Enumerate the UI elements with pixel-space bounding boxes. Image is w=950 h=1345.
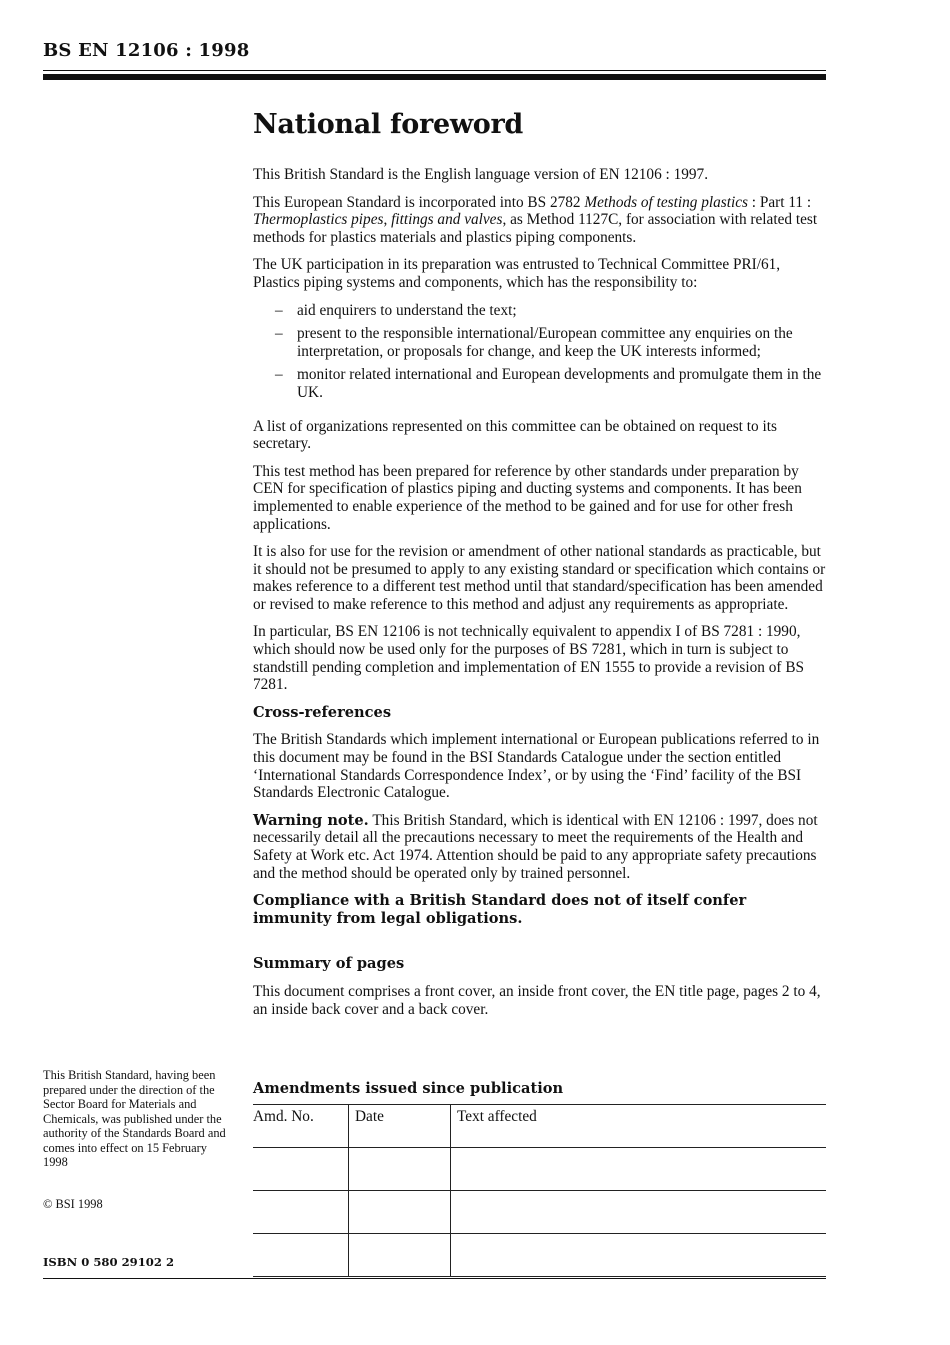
paragraph-cross-references: The British Standards which implement international or European publications referred to in this document may be found in the BSI Standards Catalogue under the section entitled ‘International Standards Correspondence Index’, or by using the ‘Find’ facility of the BSI Standards Electronic Catalogue. — [253, 731, 820, 802]
table-cell — [451, 1191, 827, 1234]
main-content — [253, 108, 828, 1028]
page-title: National foreword — [253, 109, 523, 140]
dash-bullet: – — [275, 366, 283, 384]
paragraph-technical-equivalence: In particular, BS EN 12106 is not technically equivalent to appendix I of BS 7281 : 1990, which should now be used only for the purposes of BS 7281, which in turn is subject to standstill pending completion and implementation of EN 1555 to provide a revision of BS 7281. — [253, 623, 805, 694]
responsibility-list — [253, 302, 828, 402]
header-rule-thin — [43, 70, 826, 71]
table-row — [253, 1148, 826, 1191]
list-item — [275, 301, 828, 320]
italic-title: fittings and valves — [391, 211, 503, 229]
text-span: This European Standard is incorporated into BS 2782 — [253, 193, 585, 211]
italic-title: Thermoplastics pipes — [253, 211, 384, 229]
publication-note-text: This British Standard, having been prepared under the direction of the Sector Board for Materials and Chemicals, was published under the authority of the Standards Board and comes into effect on 15 February 1998 — [43, 1068, 226, 1169]
paragraph-incorporation — [253, 194, 828, 247]
copyright-notice: © BSI 1998 — [43, 1197, 103, 1211]
table-cell — [451, 1234, 827, 1277]
table-row — [253, 1234, 826, 1277]
text-span: , — [383, 211, 392, 229]
table-cell — [349, 1191, 451, 1234]
footer-rule — [43, 1278, 826, 1279]
paragraph-uk-participation: The UK participation in its preparation was entrusted to Technical Committee PRI/61, Plastics piping systems and components, which has the responsibility to: — [253, 256, 781, 291]
isbn-number: ISBN 0 580 29102 2 — [43, 1255, 175, 1269]
text-span: : Part 11 : — [747, 193, 812, 211]
page-header-code: BS EN 12106 : 1998 — [43, 40, 250, 61]
amendments-heading: Amendments issued since publication — [253, 1080, 564, 1097]
table-cell — [253, 1191, 349, 1234]
paragraph-organizations: A list of organizations represented on this committee can be obtained on request to its secretary. — [253, 417, 777, 453]
paragraph-summary-of-pages: This document comprises a front cover, an inside front cover, the EN title page, pages 2 to 4, an inside back cover and a back cover. — [253, 982, 821, 1018]
warning-note-text: This British Standard, which is identical with EN 12106 : 1997, does not necessarily detail all the precautions necessary to meet the requirements of the Health and Safety at Work etc. Act 1974. Attention should be paid to any appropriate safety precautions and the method should be operated only by trained personnel. — [253, 811, 818, 882]
list-item — [275, 325, 828, 360]
text-span: , as Method 1127C, for association with related test methods for plastics materials and plastics piping components. — [253, 211, 818, 246]
header-amd-no: Amd. No. — [253, 1105, 349, 1148]
dash-bullet: – — [275, 325, 283, 343]
paragraph-english-version: This British Standard is the English language version of EN 12106 : 1997. — [253, 166, 709, 183]
paragraph-warning-note — [253, 812, 828, 882]
warning-note-label: Warning note. — [253, 811, 369, 829]
cross-references-heading: Cross-references — [253, 703, 392, 721]
paragraph-revision: It is also for use for the revision or amendment of other national standards as practicable, but it should not be presumed to apply to any existing standard or specification which contains or makes reference to a different test method until that standard/specification has been amended or revised to make reference to this method and adjust any requirements as appropriate. — [253, 543, 826, 613]
table-cell — [253, 1148, 349, 1191]
header-text-affected: Text affected — [451, 1105, 827, 1148]
list-item-text: aid enquirers to understand the text; — [297, 301, 517, 319]
dash-bullet: – — [275, 301, 283, 319]
italic-title: Methods of testing plastics — [584, 193, 748, 211]
list-item-text: present to the responsible international/European committee any enquiries on the interpretation, or proposals for change, and keep the UK interests informed; — [297, 325, 793, 360]
table-cell — [253, 1234, 349, 1277]
sidebar-publication-note — [43, 1068, 233, 1170]
amendments-table — [253, 1104, 826, 1277]
table-header-row — [253, 1105, 826, 1148]
spacer — [253, 937, 828, 955]
table-cell — [451, 1148, 827, 1191]
list-item — [275, 366, 828, 401]
table-cell — [349, 1234, 451, 1277]
header-date: Date — [349, 1105, 451, 1148]
paragraph-test-method: This test method has been prepared for reference by other standards under preparation by CEN for specification of plastics piping and ducting systems and components. It has been implemented to enable experience of the method to be gained and for use for other fresh applications. — [253, 462, 802, 533]
table-row — [253, 1191, 826, 1234]
summary-of-pages-heading: Summary of pages — [253, 955, 405, 973]
list-item-text: monitor related international and European developments and promulgate them in the UK. — [297, 366, 822, 401]
compliance-statement: Compliance with a British Standard does not of itself confer immunity from legal obligations. — [253, 892, 747, 927]
table-cell — [349, 1148, 451, 1191]
header-rule-thick — [43, 74, 826, 80]
